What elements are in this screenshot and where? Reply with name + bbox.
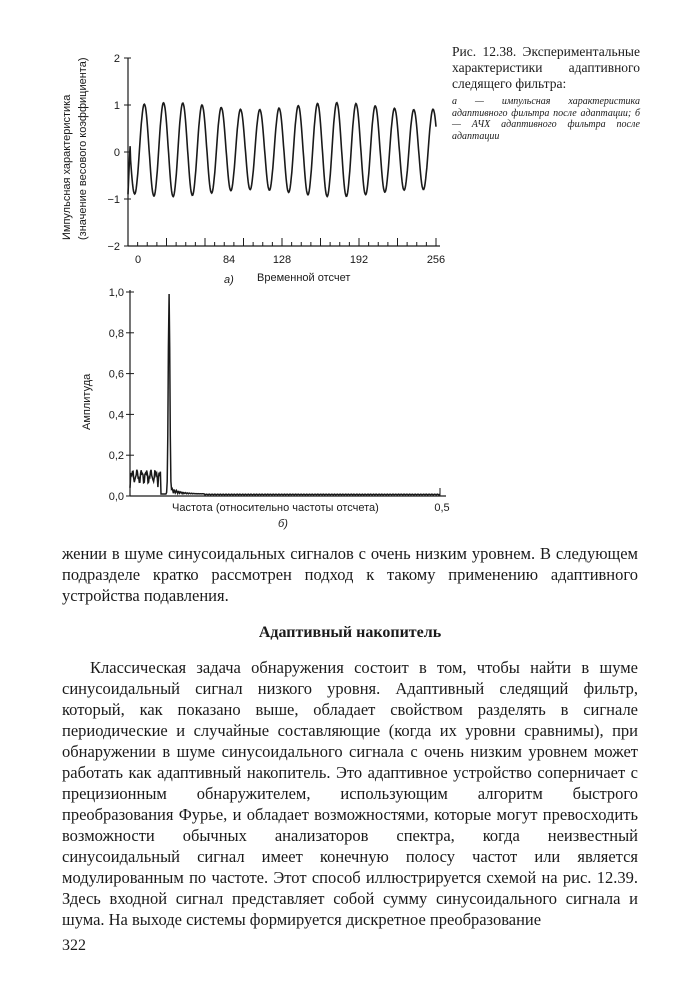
chart-a-ylabel-line1: Импульсная характеристика [61,94,73,240]
chart-a-y-tick-label: 0 [113,147,120,159]
chart-b-panel-label: б) [278,518,288,530]
main-paragraph-text: Классическая задача обнаружения состоит в том, чтобы найти в шуме синусоидальный сигнал низкого уровня. Адаптивный следящий фильтр, который, как показано выше, обладает свойством разделять в сигнале периодические и случайные составляющие (когда их уровни сравнимы), при обнаружении в шуме синусоидального сигнала с очень низким уровнем может работать как адаптивный накопитель. Это адаптивное устройство соперничает с прецизионным обнаружителем, использующим алгоритм быстрого преобразования Фурье, и обладает возможностями, которые могут превосходить возможности обычных анализаторов спектра, когда неизвестный синусоидальный сигнал имеет конечную полосу частот или является модулированным по частоте. Этот способ иллюстрируется схемой на рис. 12.39. Здесь входной сигнал представляет собой сумму синусоидального сигнала и шума. На выходе системы формируется дискретное преобразование [62,658,638,929]
chart-b-y-tick-label: 1,0 [108,287,124,299]
section-title: Адаптивный накопитель [258,624,442,641]
chart-a-y-tick-label: 2 [113,53,120,65]
chart-b-ylabel: Амплитуда [81,373,93,430]
caption-title: Рис. 12.38. Экспериментальные характеристики адаптивного следящего фильтра: [452,44,640,91]
chart-a-x-tick-label: 256 [426,254,446,266]
chart-a-panel-label: а) [224,274,234,286]
chart-b-y-tick-label: 0,4 [108,409,124,422]
chart-b-series-line [130,294,440,495]
page-number: 322 [62,937,86,954]
chart-a-y-tick-label: −1 [107,194,120,206]
chart-a [61,53,445,286]
chart-a-x-tick-label: 84 [222,254,236,266]
chart-a-x-tick-label: 192 [349,254,369,266]
main-paragraph [62,657,638,930]
chart-b-x-tick-label: 0,5 [434,502,450,514]
chart-b-y-tick-label: 0,8 [108,327,124,340]
continuation-text: жении в шуме синусоидальных сигналов с очень низким уровнем. В следующем подразделе кратко рассмотрен подход к такому применению адаптивного устройства подавления. [62,544,638,605]
chart-a-x-tick-label: 0 [134,254,142,266]
chart-a-y-tick-label: −2 [107,241,120,253]
chart-a-xlabel: Временной отсчет [257,272,351,284]
chart-a-y-tick-label: 1 [113,100,120,112]
chart-a-series-line [128,103,436,197]
chart-b-y-tick-label: 0,6 [108,368,124,381]
caption-description: а — импульсная характеристика адаптивного фильтра после адаптации; б — АЧХ адаптивного фильтра после адаптации [452,96,640,142]
chart-b-xlabel: Частота (относительно частоты отсчета) [172,502,379,514]
chart-a-x-tick-label: 128 [272,254,292,266]
continuation-paragraph [62,543,638,606]
chart-b-y-tick-label: 0,2 [108,450,124,463]
chart-a-ylabel-line2: (значение весового коэффициента) [77,57,89,240]
chart-b-y-tick-label: 0,0 [108,491,124,503]
chart-b [81,287,450,530]
figure-caption [452,44,640,142]
